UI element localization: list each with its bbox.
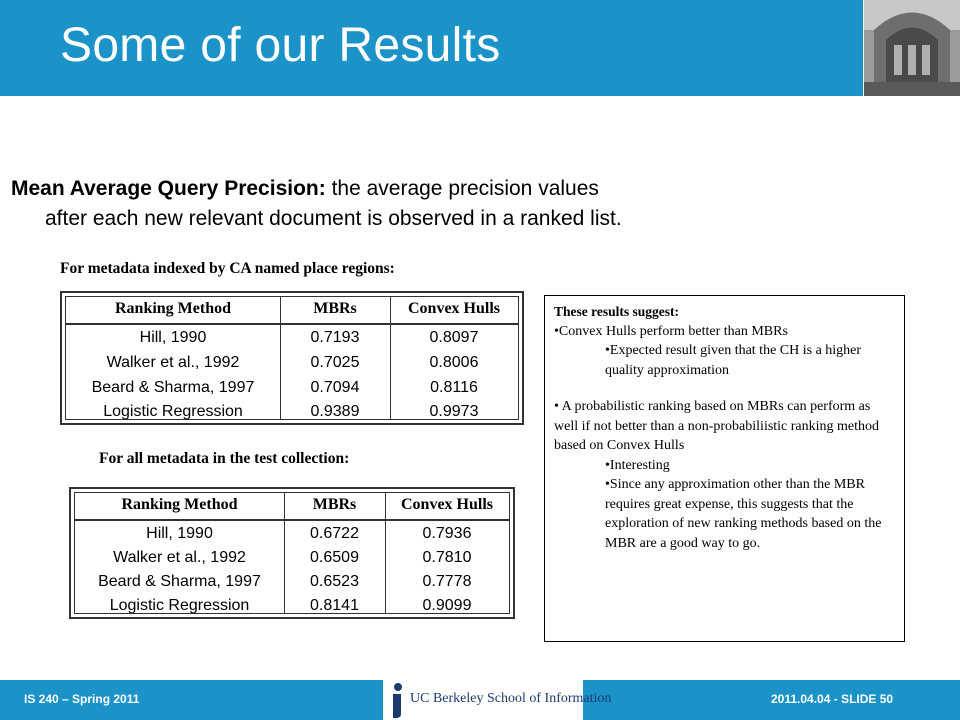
footer-course: IS 240 – Spring 2011 bbox=[24, 692, 140, 706]
lead-term: Mean Average Query Precision: bbox=[11, 177, 326, 200]
table2-header-method: Ranking Method bbox=[121, 496, 238, 513]
school-logo bbox=[383, 680, 612, 720]
note-subbullet: •Expected result given that the CH is a higher quality approximation bbox=[605, 343, 862, 378]
table2-cell: 0.9099 bbox=[422, 597, 472, 614]
table2-inner bbox=[74, 492, 510, 614]
table1-cell: 0.7094 bbox=[310, 379, 360, 396]
note-subbullet: •Interesting bbox=[605, 457, 670, 473]
table1-cell: Logistic Regression bbox=[103, 403, 243, 420]
table2-caption: For all metadata in the test collection: bbox=[99, 450, 350, 467]
table2 bbox=[69, 487, 515, 619]
table1-caption: For metadata indexed by CA named place regions: bbox=[60, 260, 395, 277]
table1-cell: Walker et al., 1992 bbox=[106, 354, 240, 371]
note-subbullet: •Since any approximation other than the MBR requires great expense, this suggests that the exploration of new ranking methods based on the MBR are a good way to go. bbox=[605, 477, 882, 551]
table1-cell: 0.8097 bbox=[429, 329, 479, 346]
table1-cell: 0.9973 bbox=[429, 403, 479, 420]
note-spacer bbox=[554, 380, 896, 397]
building-photo bbox=[864, 0, 960, 96]
note-heading: These results suggest: bbox=[554, 304, 680, 319]
table1-cell: 0.7025 bbox=[310, 354, 360, 371]
note-bullet: • A probabilistic ranking based on MBRs can perform as well if not better than a non-probabiliistic ranking method based on Convex Hulls bbox=[554, 399, 880, 453]
table2-cell: 0.6523 bbox=[310, 573, 359, 590]
slide-title: Some of our Results bbox=[60, 19, 501, 72]
logo-mark-icon bbox=[387, 680, 409, 720]
note-bullet: •Convex Hulls perform better than MBRs bbox=[554, 323, 788, 339]
table2-cell: Walker et al., 1992 bbox=[113, 549, 246, 566]
table1-inner bbox=[65, 296, 519, 420]
building-photo-image bbox=[864, 0, 960, 96]
lead-text: the average precision values bbox=[325, 177, 599, 200]
table2-cell: Logistic Regression bbox=[109, 597, 250, 614]
table2-cell: 0.7778 bbox=[422, 573, 472, 590]
table2-header-mbrs: MBRs bbox=[312, 496, 357, 513]
table2-cell: Hill, 1990 bbox=[146, 525, 213, 542]
table1-cell: 0.8116 bbox=[430, 379, 478, 396]
table1-header-method: Ranking Method bbox=[114, 300, 232, 317]
lead-paragraph bbox=[11, 174, 941, 234]
table1-cell: Hill, 1990 bbox=[139, 329, 207, 346]
table1-cell: 0.8006 bbox=[429, 354, 479, 371]
table2-cell: 0.6509 bbox=[310, 549, 359, 566]
table2-cell: 0.6722 bbox=[310, 525, 359, 542]
table1-cell: 0.7193 bbox=[310, 329, 360, 346]
table2-cell: 0.7936 bbox=[422, 525, 472, 542]
footer-slide-number: 2011.04.04 - SLIDE 50 bbox=[771, 692, 894, 706]
lead-continuation: after each new relevant document is observed in a ranked list. bbox=[45, 207, 622, 230]
table1-cell: Beard & Sharma, 1997 bbox=[91, 379, 255, 396]
table1-cell: 0.9389 bbox=[310, 403, 360, 420]
results-note-box bbox=[544, 295, 905, 642]
table1 bbox=[60, 291, 524, 425]
table2-cell: 0.8141 bbox=[310, 597, 359, 614]
table2-cell: Beard & Sharma, 1997 bbox=[98, 573, 261, 590]
table1-header-mbrs: MBRs bbox=[313, 300, 357, 317]
table2-cell: 0.7810 bbox=[422, 549, 472, 566]
title-bar bbox=[0, 0, 863, 96]
table2-header-hulls: Convex Hulls bbox=[400, 496, 493, 513]
table1-header-hulls: Convex Hulls bbox=[407, 300, 500, 317]
logo-text: UC Berkeley School of Information bbox=[410, 691, 612, 706]
